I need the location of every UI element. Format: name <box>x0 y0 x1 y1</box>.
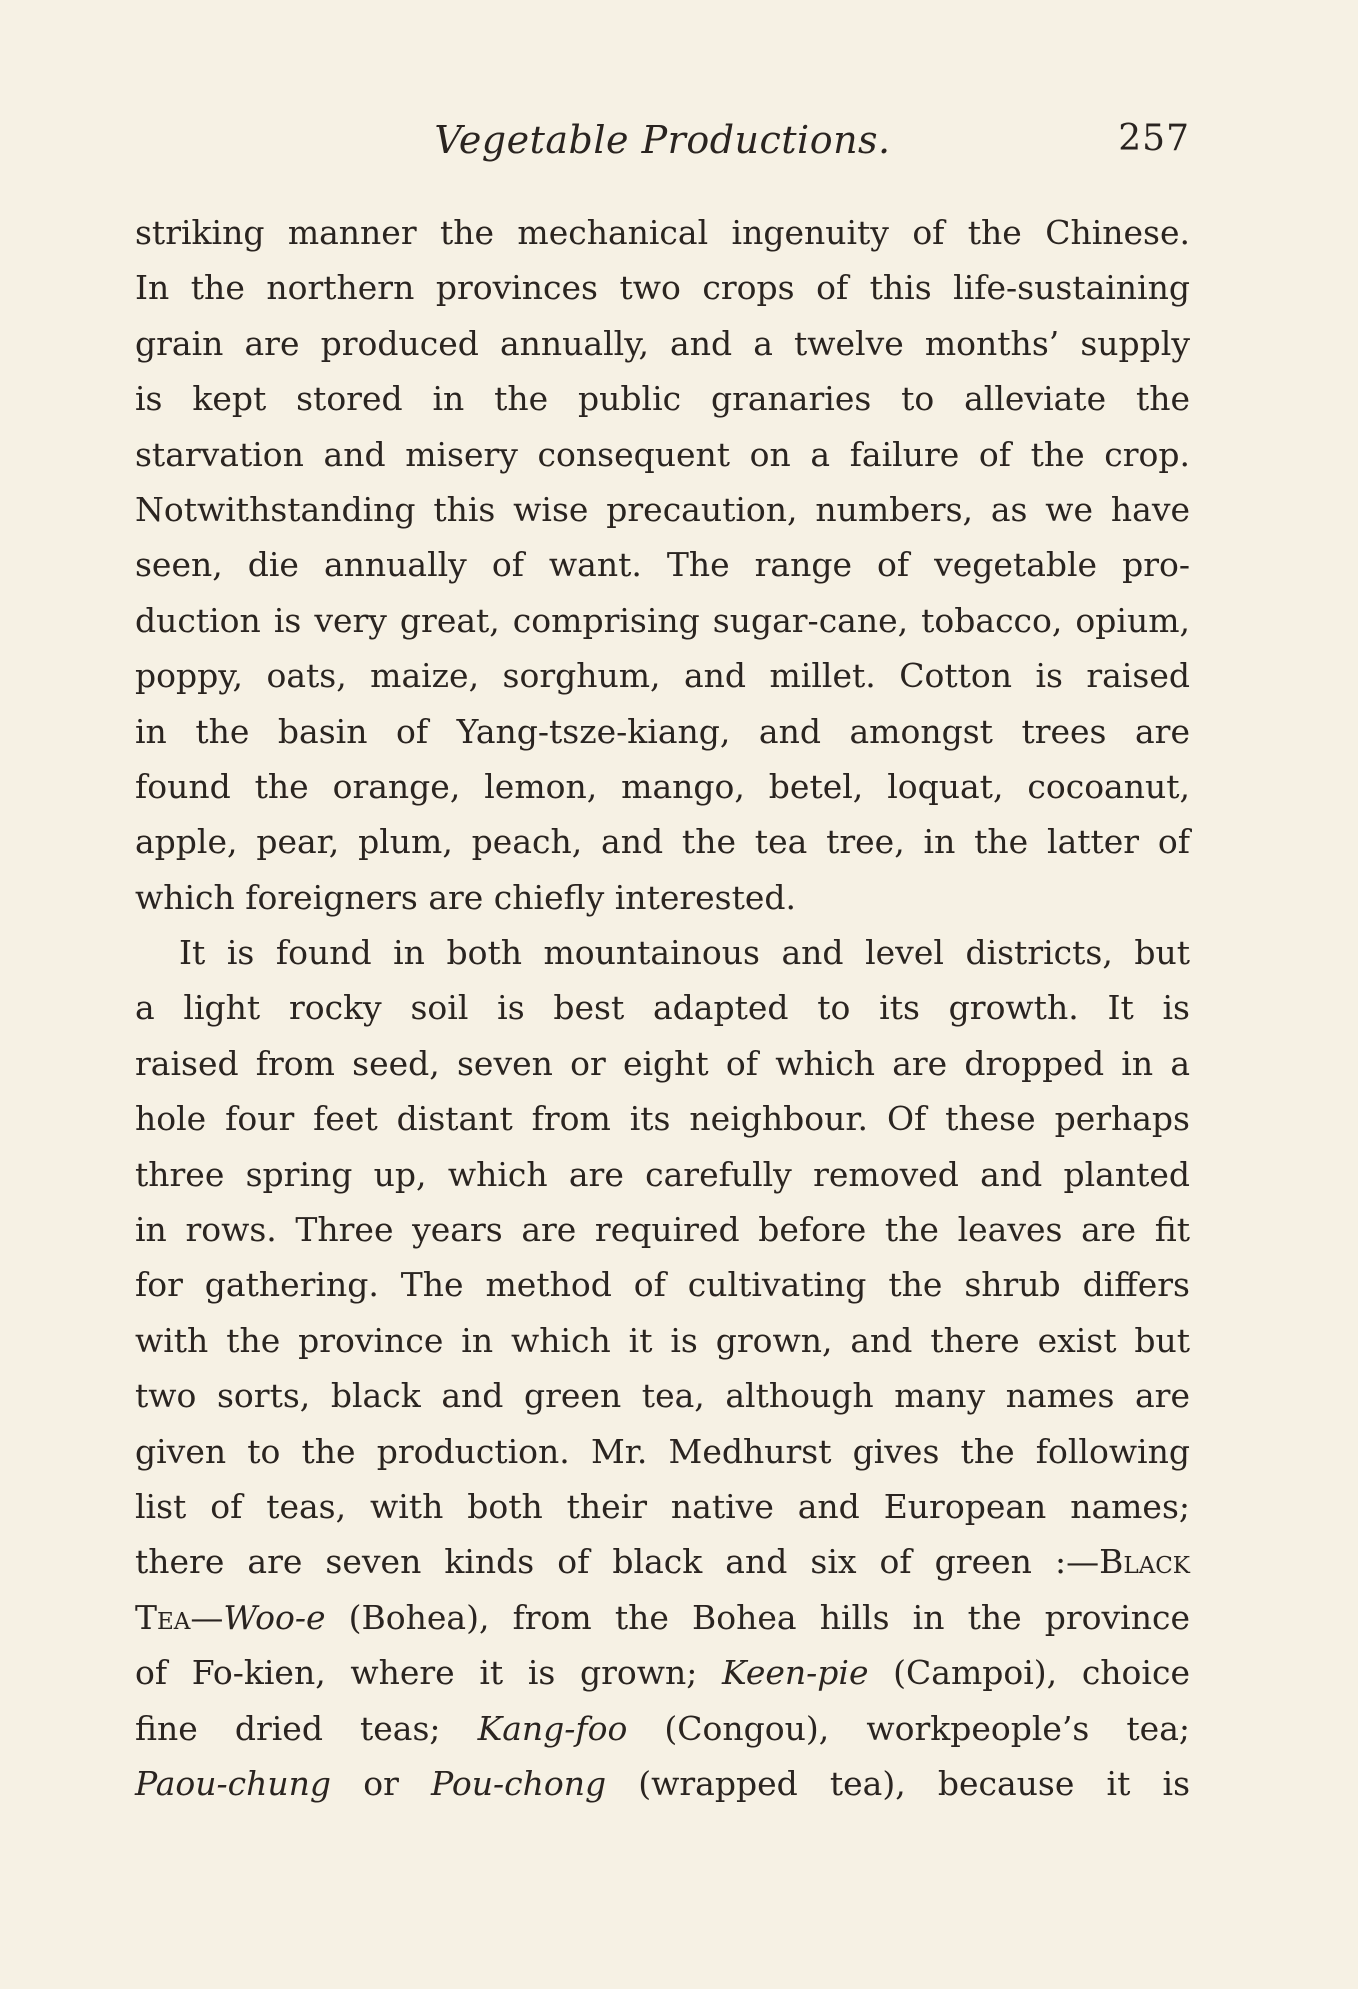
text-line: found the orange, lemon, mango, betel, loquat, cocoanut, <box>135 766 1190 806</box>
page-number: 257 <box>1118 118 1190 159</box>
text-line: hole four feet distant from its neighbour. Of these perhaps <box>135 1099 1190 1139</box>
text-line: seen, die annually of want. The range of vegetable pro- <box>135 545 1190 585</box>
text-segment: (Congou), workpeople’s tea; <box>627 1708 1190 1748</box>
italic-term-keen-pie: Keen-pie <box>722 1653 869 1693</box>
text-segment: (Bohea), from the Bohea hills in the province <box>325 1597 1190 1637</box>
text-line: duction is very great, comprising sugar-cane, tobacco, opium, <box>135 600 1190 640</box>
em-dash: — <box>190 1597 224 1637</box>
text-line: poppy, oats, maize, sorghum, and millet. Cotton is raised <box>135 656 1190 696</box>
text-line: with the province in which it is grown, and there exist but <box>135 1320 1190 1360</box>
text-line: in rows. Three years are required before the leaves are fit <box>135 1210 1190 1250</box>
text-segment: there are seven kinds of black and six of green :— <box>135 1542 1100 1582</box>
italic-term-pou-chong: Pou-chong <box>431 1763 607 1803</box>
text-line: two sorts, black and green tea, although many names are <box>135 1376 1190 1416</box>
text-line: a light rocky soil is best adapted to its growth. It is <box>135 988 1190 1028</box>
text-line: given to the production. Mr. Medhurst gives the following <box>135 1431 1190 1471</box>
italic-term-kang-foo: Kang-foo <box>477 1708 628 1748</box>
page-header <box>135 118 1190 178</box>
text-segment: (Campoi), choice <box>868 1653 1190 1693</box>
text-line-kang-foo <box>135 1701 1190 1756</box>
text-line-woo-e <box>135 1590 1190 1645</box>
text-line: Notwithstanding this wise precaution, numbers, as we have <box>135 489 1190 529</box>
paragraph-end-line: which foreigners are chiefly interested. <box>135 877 796 917</box>
text-segment: or <box>331 1763 431 1803</box>
italic-term-paou-chung: Paou-chung <box>135 1763 332 1803</box>
text-line: is kept stored in the public granaries to alleviate the <box>135 379 1190 419</box>
text-line: in the basin of Yang-tsze-kiang, and amongst trees are <box>135 711 1190 751</box>
small-caps-tea: Tea <box>135 1597 191 1637</box>
text-line: grain are produced annually, and a twelve months’ supply <box>135 323 1190 363</box>
text-line: starvation and misery consequent on a failure of the crop. <box>135 434 1190 474</box>
paragraph-start-line: It is found in both mountainous and level districts, but <box>179 933 1190 973</box>
text-line: for gathering. The method of cultivating the shrub differs <box>135 1265 1190 1305</box>
text-line: list of teas, with both their native and European names; <box>135 1486 1190 1526</box>
italic-term-woo-e: Woo-e <box>223 1597 326 1637</box>
text-line: In the northern provinces two crops of this life-sustaining <box>135 268 1190 308</box>
text-line-keen-pie <box>135 1645 1190 1700</box>
text-line-paou-chung <box>135 1756 1190 1811</box>
text-segment: of Fo-kien, where it is grown; <box>135 1653 723 1693</box>
text-segment: (wrapped tea), because it is <box>606 1763 1191 1803</box>
text-line: three spring up, which are carefully removed and planted <box>135 1154 1190 1194</box>
text-line: striking manner the mechanical ingenuity of the Chinese. <box>135 213 1190 252</box>
small-caps-black: Black <box>1099 1542 1190 1582</box>
body-text <box>135 205 1190 1811</box>
text-segment: fine dried teas; <box>135 1708 478 1748</box>
text-line: raised from seed, seven or eight of which are dropped in a <box>135 1043 1190 1083</box>
text-line: apple, pear, plum, peach, and the tea tree, in the latter of <box>135 822 1190 862</box>
running-title: Vegetable Productions. <box>434 118 891 162</box>
text-line-black-tea-heading <box>135 1534 1190 1589</box>
